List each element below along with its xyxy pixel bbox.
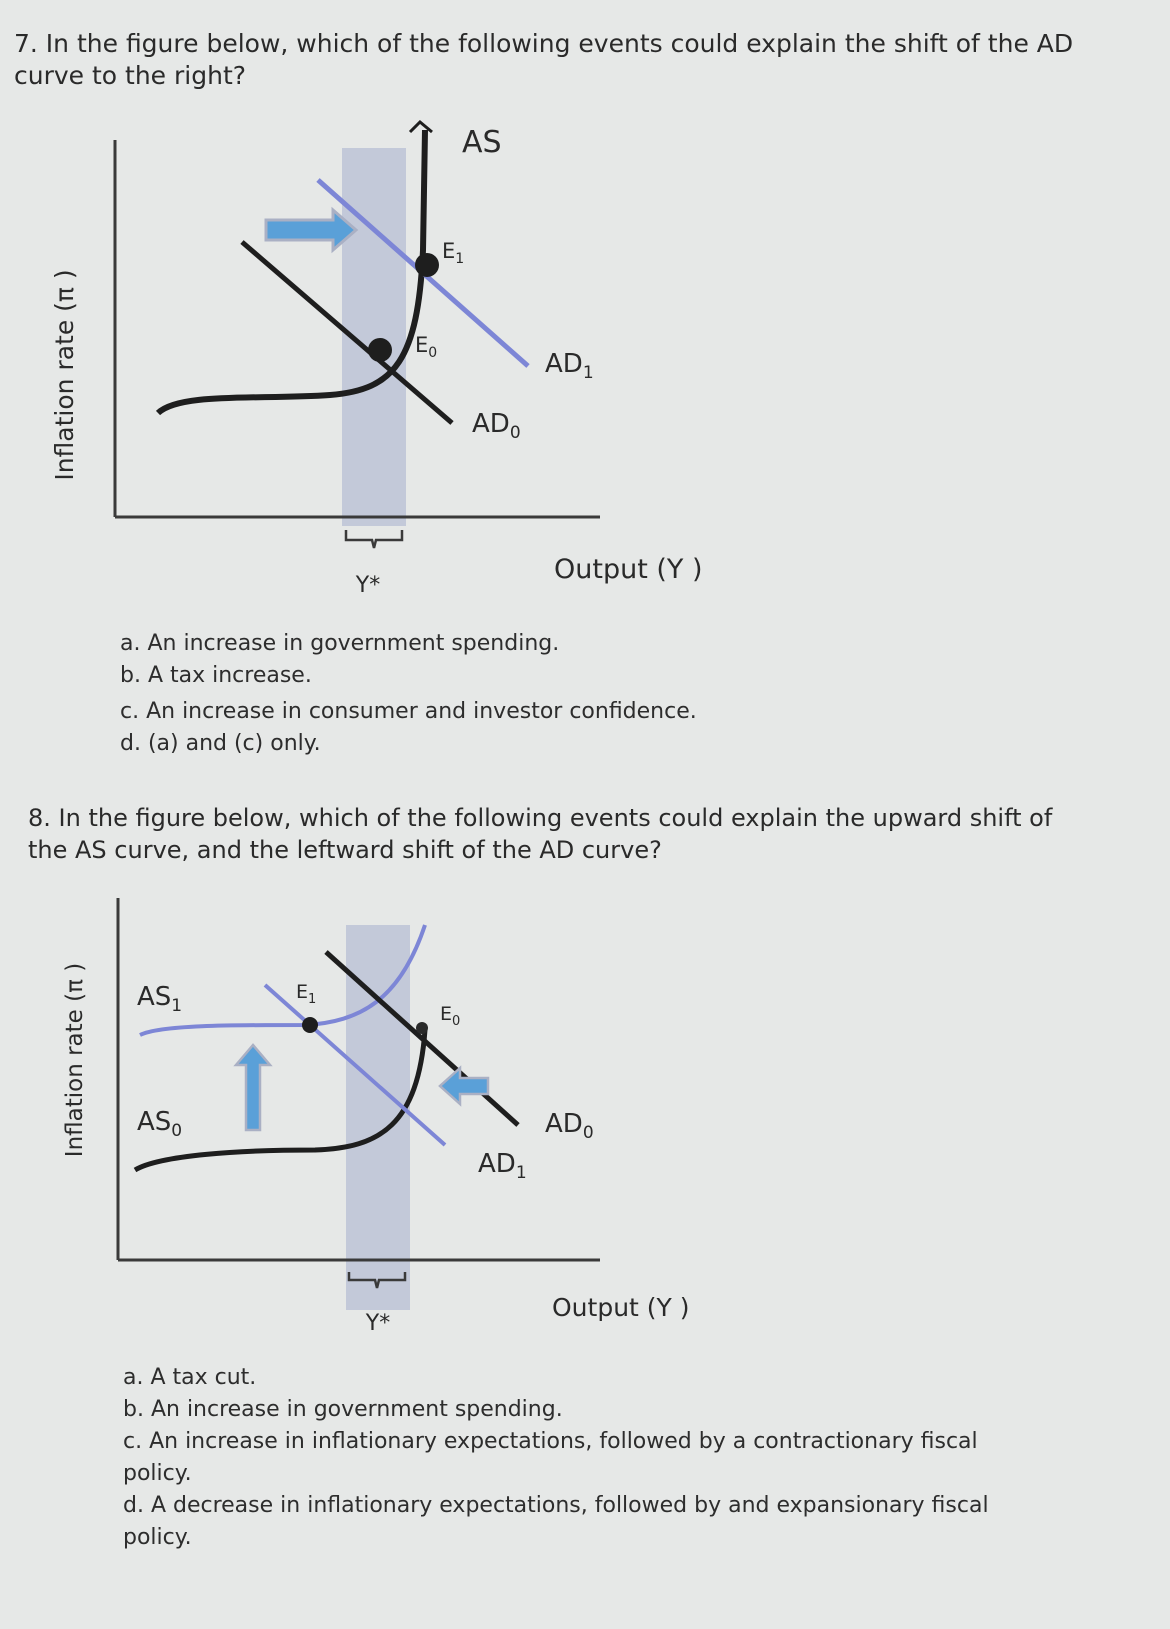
ad1-label: $AD_1$ (545, 349, 594, 383)
x-axis-label: Output (Y ) (554, 554, 703, 585)
as0-label: $AS_0$ (137, 1107, 183, 1141)
option-7d[interactable]: d. (a) and (c) only. (120, 731, 321, 756)
potential-output-label: Y* (365, 1311, 391, 1336)
potential-output-label: Y* (355, 573, 381, 598)
option-8a[interactable]: a. A tax cut. (123, 1365, 257, 1390)
question-7-options (120, 628, 697, 760)
e0-label: $E_0$ (415, 333, 438, 361)
option-7c[interactable]: c. An increase in consumer and investor confidence. (120, 699, 697, 724)
as-label: AS (462, 125, 502, 160)
figure-7 (0, 110, 760, 610)
e1-label: $E_1$ (442, 239, 465, 267)
ad0-label: $AD_0$ (545, 1109, 594, 1143)
option-8d[interactable]: d. A decrease in inflationary expectations, followed by and expansionary fiscal policy. (123, 1493, 989, 1550)
y-axis-label: Inflation rate (π ) (62, 962, 88, 1158)
shift-up-arrow (236, 1045, 270, 1130)
as1-label: $AS_1$ (137, 982, 183, 1016)
option-7a[interactable]: a. An increase in government spending. (120, 631, 560, 656)
figure-8 (0, 880, 760, 1350)
option-8b[interactable]: b. An increase in government spending. (123, 1397, 563, 1422)
ad1-label: $AD_1$ (478, 1149, 527, 1183)
question-7-text: 7. In the figure below, which of the following events could explain the shift of the AD curve to the right? (14, 29, 1074, 90)
e1-point (302, 1017, 318, 1033)
question-8-text: 8. In the figure below, which of the following events could explain the upward shift of the AS curve, and the leftward shift of the AD curve? (28, 804, 1053, 864)
potential-output-brace (346, 530, 402, 548)
e0-label: $E_0$ (440, 1003, 461, 1029)
e0-point (416, 1022, 428, 1034)
ad0-label: $AD_0$ (472, 409, 521, 443)
question-8-options (123, 1362, 1043, 1554)
option-7b[interactable]: b. A tax increase. (120, 663, 312, 688)
as-curve-tip (410, 122, 432, 132)
option-8c[interactable]: c. An increase in inflationary expectations, followed by a contractionary fiscal policy. (123, 1429, 978, 1486)
y-axis-label: Inflation rate (π ) (50, 269, 79, 481)
e0-point (368, 338, 392, 362)
e1-point (415, 253, 439, 277)
e1-label: $E_1$ (296, 981, 317, 1007)
x-axis-label: Output (Y ) (552, 1293, 690, 1322)
